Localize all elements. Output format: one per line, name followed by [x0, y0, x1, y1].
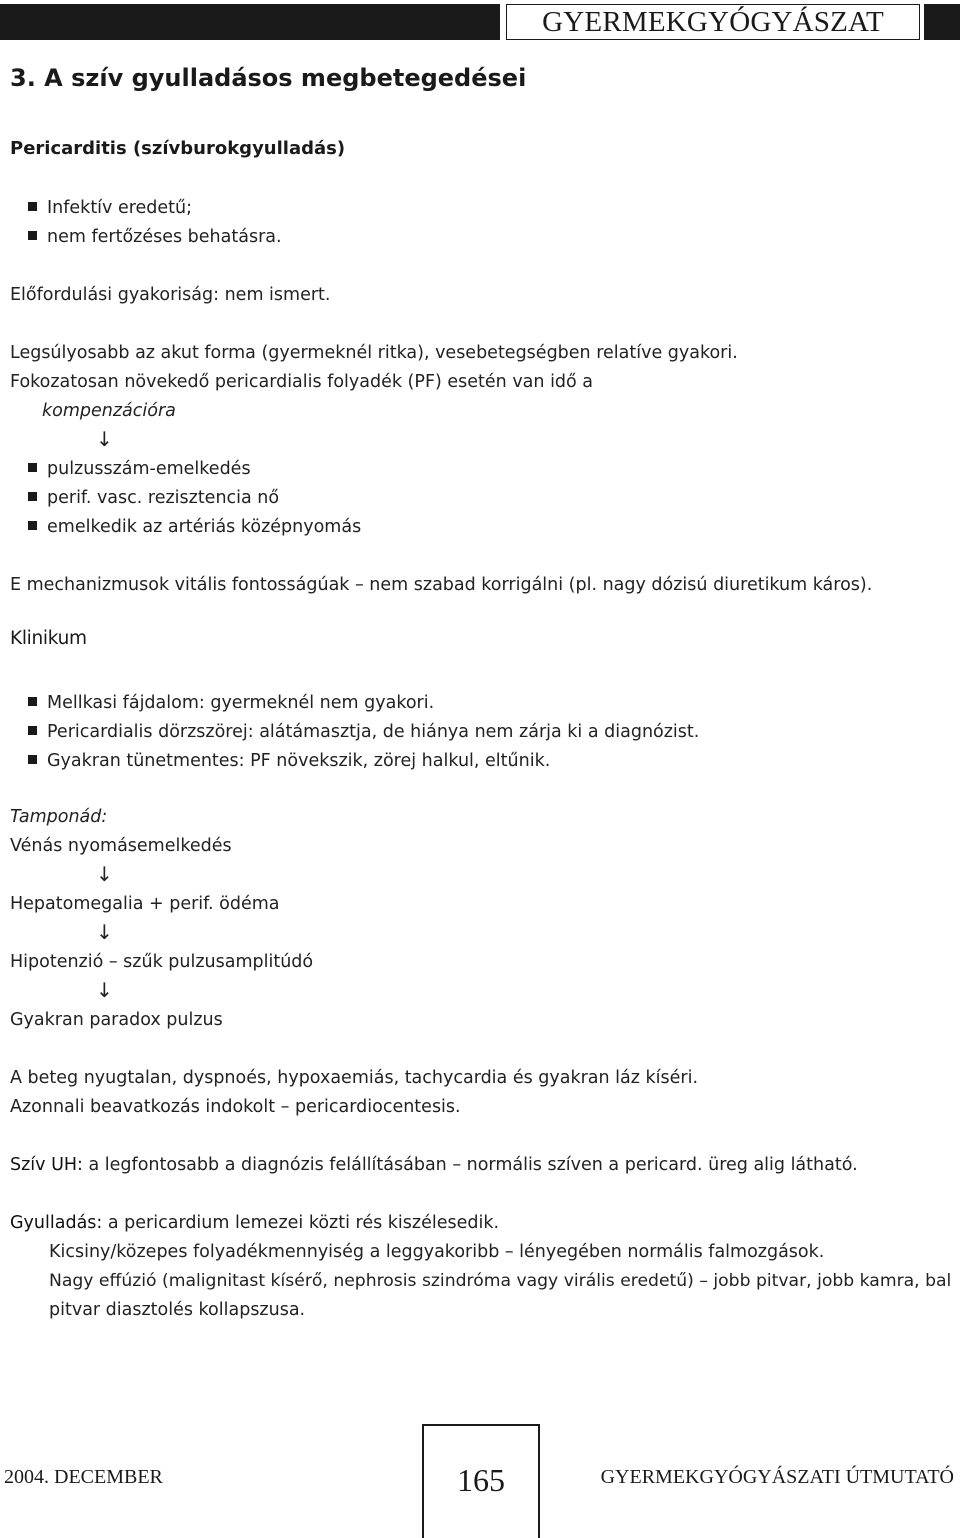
- page-number: 165: [457, 1462, 505, 1498]
- tamponad-heading: Tamponád:: [10, 807, 108, 827]
- cause-item: nem fertőzéses behatásra.: [28, 226, 282, 248]
- paragraph-line: Nagy effúzió (malignitast kísérő, nephrosis szindróma vagy virális eredetű) – jobb pitvar, jobb kamra, bal: [49, 1271, 952, 1291]
- uh-text: a legfontosabb a diagnózis felállításában – normális szíven a pericard. üreg alig látható.: [82, 1155, 858, 1175]
- journal-title: GYERMEKGYÓGYÁSZAT: [506, 4, 920, 40]
- paragraph-line: A beteg nyugtalan, dyspnoés, hypoxaemiás, tachycardia és gyakran láz kíséri.: [10, 1068, 699, 1088]
- section-heading-pericarditis: Pericarditis (szívburokgyulladás): [10, 138, 346, 159]
- uh-label: Szív UH:: [10, 1155, 83, 1175]
- header-bar-right: [924, 4, 960, 40]
- down-arrow-icon: ↓: [96, 920, 113, 944]
- klinikum-item: Mellkasi fájdalom: gyermeknél nem gyakori.: [28, 692, 434, 714]
- klinikum-item: Gyakran tünetmentes: PF növekszik, zörej halkul, eltűnik.: [28, 750, 550, 772]
- compensation-item: perif. vasc. rezisztencia nő: [28, 487, 279, 509]
- tamponad-step: Vénás nyomásemelkedés: [10, 836, 232, 856]
- compensation-item: emelkedik az artériás középnyomás: [28, 516, 361, 538]
- header-bar-left: [0, 4, 500, 40]
- down-arrow-icon: ↓: [96, 427, 113, 451]
- mechanism-note: E mechanizmusok vitális fontosságúak – nem szabad korrigálni (pl. nagy dózisú diuretikum káros).: [10, 575, 873, 595]
- section-heading-klinikum: Klinikum: [10, 628, 87, 649]
- chapter-title: 3. A szív gyulladásos megbetegedései: [10, 64, 527, 92]
- paragraph-line: Kicsiny/közepes folyadékmennyiség a leggyakoribb – lényegében normális falmozgások.: [49, 1242, 825, 1262]
- compensation-term: kompenzációra: [42, 401, 176, 421]
- paragraph-line: Legsúlyosabb az akut forma (gyermeknél ritka), vesebetegségben relatíve gyakori.: [10, 343, 738, 363]
- gyulladas-label: Gyulladás:: [10, 1213, 103, 1233]
- gyulladas-text: a pericardium lemezei közti rés kiszélesedik.: [102, 1213, 500, 1233]
- frequency-text: Előfordulási gyakoriság: nem ismert.: [10, 285, 331, 305]
- page-number-box: [422, 1424, 540, 1538]
- footer-journal: GYERMEKGYÓGYÁSZATI ÚTMUTATÓ: [600, 1466, 954, 1488]
- paragraph-line: Azonnali beavatkozás indokolt – pericardiocentesis.: [10, 1097, 461, 1117]
- uh-paragraph: [10, 1154, 858, 1176]
- klinikum-item: Pericardialis dörzszörej: alátámasztja, de hiánya nem zárja ki a diagnózist.: [28, 721, 699, 743]
- gyulladas-paragraph: [10, 1212, 499, 1234]
- cause-item: Infektív eredetű;: [28, 197, 192, 219]
- tamponad-step: Hipotenzió – szűk pulzusamplitúdó: [10, 952, 314, 972]
- paragraph-line: pitvar diasztolés kollapszusa.: [49, 1300, 306, 1320]
- footer-date: 2004. DECEMBER: [4, 1466, 163, 1488]
- compensation-item: pulzusszám-emelkedés: [28, 458, 251, 480]
- down-arrow-icon: ↓: [96, 862, 113, 886]
- paragraph-line: Fokozatosan növekedő pericardialis folyadék (PF) esetén van idő a: [10, 372, 594, 392]
- down-arrow-icon: ↓: [96, 978, 113, 1002]
- tamponad-step: Hepatomegalia + perif. ödéma: [10, 894, 280, 914]
- tamponad-step: Gyakran paradox pulzus: [10, 1010, 223, 1030]
